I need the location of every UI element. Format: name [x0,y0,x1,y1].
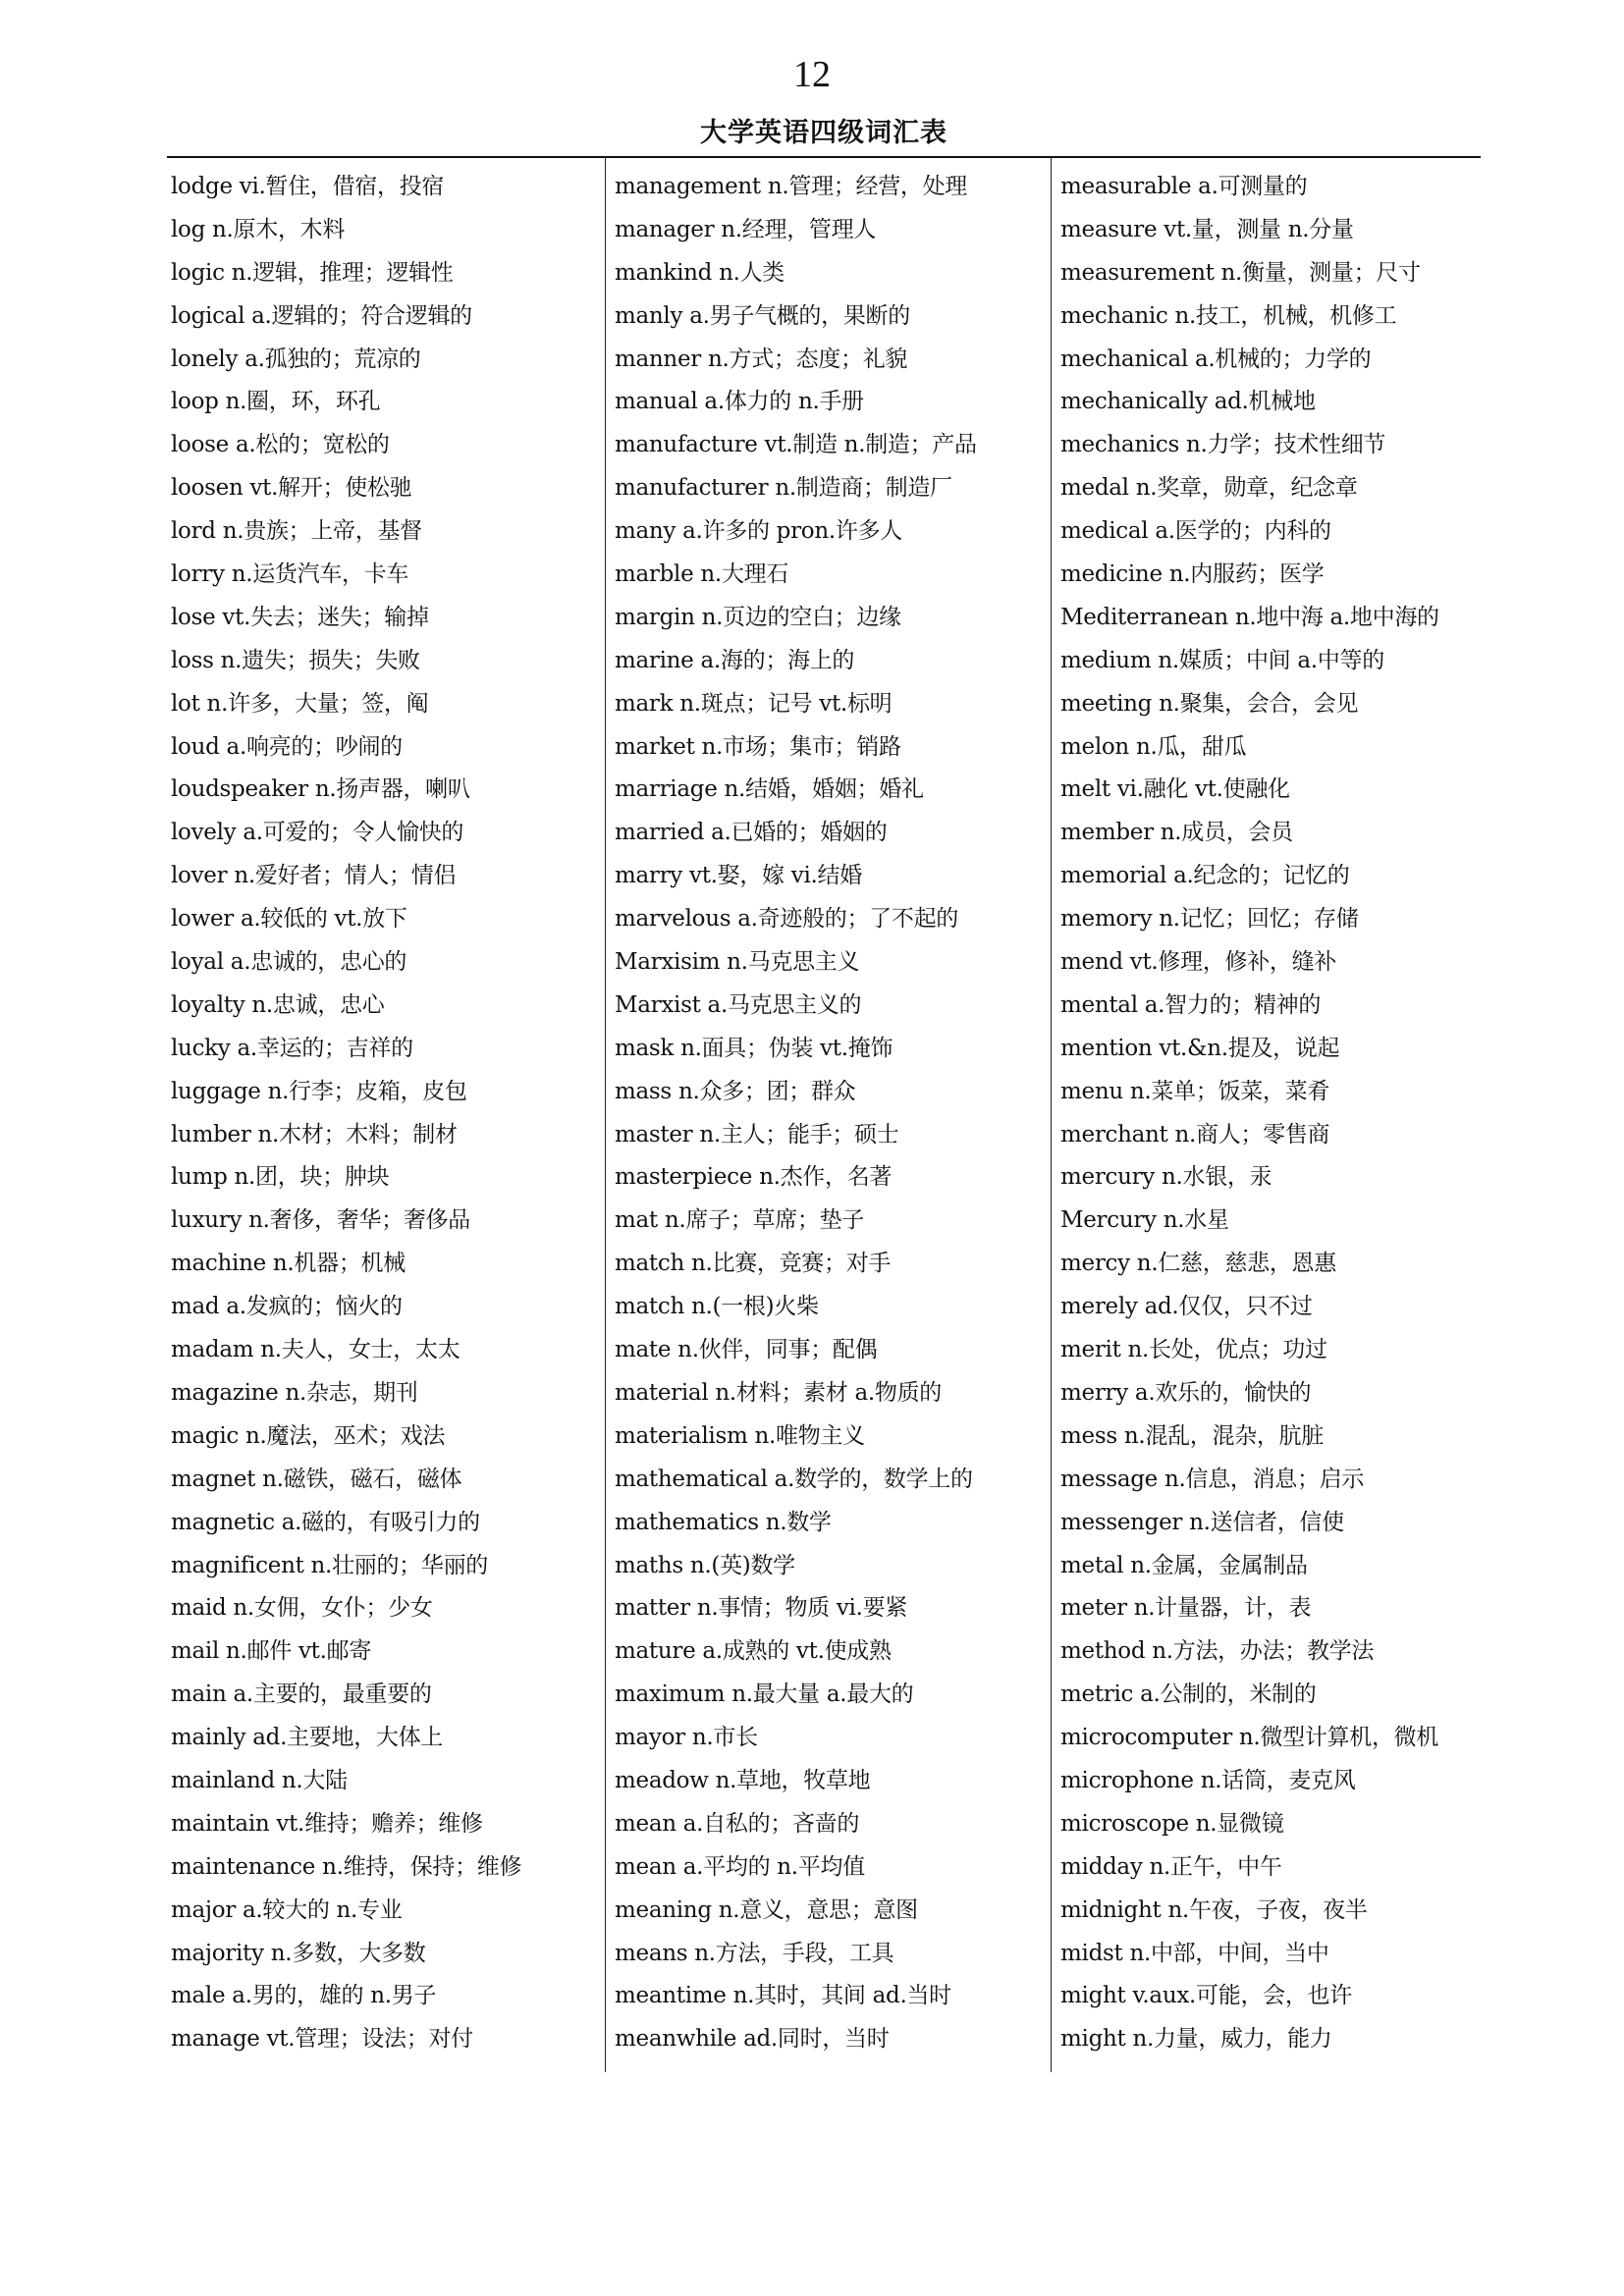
vocabulary-entry: mention vt.&n.提及，说起 [1060,1035,1340,1061]
vocabulary-entry: microcomputer n.微型计算机，微机 [1060,1725,1439,1751]
vocabulary-entry: lonely a.孤独的；荒凉的 [171,346,421,372]
vocabulary-entry: magnet n.磁铁，磁石，磁体 [171,1466,462,1492]
vocabulary-entry: madam n.夫人，女士，太太 [171,1337,460,1363]
vocabulary-entry: Marxisim n.马克思主义 [615,949,860,976]
vocabulary-entry: microphone n.话筒，麦克风 [1060,1767,1356,1793]
vocabulary-entry: mask n.面具；伪装 vt.掩饰 [615,1035,893,1061]
vocabulary-entry: lucky a.幸运的；吉祥的 [171,1035,413,1061]
vocabulary-entry: mark n.斑点；记号 vt.标明 [615,690,893,717]
vocabulary-entry: machine n.机器；机械 [171,1251,406,1277]
vocabulary-entry: loyalty n.忠诚，忠心 [171,991,385,1018]
vocabulary-entry: midst n.中部，中间，当中 [1060,1940,1329,1966]
vocabulary-entry: major a.较大的 n.专业 [171,1896,403,1923]
vocabulary-entry: meanwhile ad.同时，当时 [615,2026,890,2053]
vocabulary-entry: marvelous a.奇迹般的；了不起的 [615,906,958,933]
vocabulary-entry: many a.许多的 pron.许多人 [615,518,902,545]
vocabulary-entry: mate n.伙伴，同事；配偶 [615,1337,878,1363]
vocabulary-column-2 [615,158,1053,2072]
vocabulary-entry: master n.主人；能手；硕士 [615,1121,899,1148]
column-divider [605,158,606,2072]
vocabulary-entry: measurement n.衡量，测量；尺寸 [1060,259,1421,286]
vocabulary-entry: marine a.海的；海上的 [615,647,855,673]
vocabulary-entry: meadow n.草地，牧草地 [615,1767,871,1793]
vocabulary-entry: meter n.计量器，计，表 [1060,1595,1312,1622]
vocabulary-entry: manufacture vt.制造 n.制造；产品 [615,432,977,458]
vocabulary-entry: married a.已婚的；婚姻的 [615,820,888,846]
vocabulary-entry: magnetic a.磁的，有吸引力的 [171,1509,480,1535]
vocabulary-entry: message n.信息，消息；启示 [1060,1466,1365,1492]
vocabulary-entry: magazine n.杂志，期刊 [171,1379,418,1406]
vocabulary-entry: logical a.逻辑的；符合逻辑的 [171,302,472,329]
vocabulary-entry: midday n.正午，中午 [1060,1853,1282,1880]
vocabulary-entry: lorry n.运货汽车，卡车 [171,561,409,588]
vocabulary-entry: match n.比赛，竞赛；对手 [615,1251,892,1277]
vocabulary-entry: merchant n.商人；零售商 [1060,1121,1330,1148]
vocabulary-entry: maintenance n.维持，保持；维修 [171,1853,522,1880]
vocabulary-entry: marry vt.娶，嫁 vi.结婚 [615,863,862,889]
vocabulary-entry: loud a.响亮的；吵闹的 [171,733,403,760]
vocabulary-entry: mechanics n.力学；技术性细节 [1060,432,1386,458]
vocabulary-entry: manly a.男子气概的，果断的 [615,302,910,329]
vocabulary-entry: mechanic n.技工，机械，机修工 [1060,302,1397,329]
vocabulary-entry: loss n.遗失；损失；失败 [171,647,420,673]
vocabulary-entry: lover n.爱好者；情人；情侣 [171,863,457,889]
vocabulary-entry: lower a.较低的 vt.放下 [171,906,407,933]
vocabulary-entry: member n.成员，会员 [1060,820,1293,846]
vocabulary-entry: merit n.长处，优点；功过 [1060,1337,1327,1363]
vocabulary-entry: manufacturer n.制造商；制造厂 [615,475,952,502]
vocabulary-entry: mad a.发疯的；恼火的 [171,1294,403,1320]
vocabulary-entry: maid n.女佣，女仆；少女 [171,1595,433,1622]
vocabulary-entry: maths n.(英)数学 [615,1552,795,1578]
vocabulary-entry: might n.力量，威力，能力 [1060,2026,1332,2053]
vocabulary-entry: medical a.医学的；内科的 [1060,518,1331,545]
vocabulary-entry: measurable a.可测量的 [1060,174,1308,199]
vocabulary-entry: lodge vi.暂住，借宿，投宿 [171,174,445,199]
vocabulary-entry: mathematics n.数学 [615,1509,832,1535]
vocabulary-entry: metric a.公制的，米制的 [1060,1682,1317,1708]
vocabulary-entry: mainland n.大陆 [171,1767,348,1793]
vocabulary-table [167,158,1481,2072]
vocabulary-entry: maintain vt.维持；赡养；维修 [171,1810,483,1837]
vocabulary-entry: medium n.媒质；中间 a.中等的 [1060,647,1384,673]
vocabulary-entry: luggage n.行李；皮箱，皮包 [171,1078,467,1104]
vocabulary-entry: manner n.方式；态度；礼貌 [615,346,908,372]
vocabulary-column-1 [171,158,603,2072]
vocabulary-entry: mental a.智力的；精神的 [1060,991,1322,1018]
vocabulary-entry: loyal a.忠诚的，忠心的 [171,949,407,976]
vocabulary-entry: lumber n.木材；木料；制材 [171,1121,458,1148]
vocabulary-entry: luxury n.奢侈，奢华；奢侈品 [171,1207,470,1234]
vocabulary-entry: mechanically ad.机械地 [1060,389,1316,415]
vocabulary-entry: means n.方法，手段，工具 [615,1940,894,1966]
vocabulary-entry: mercy n.仁慈，慈悲，恩惠 [1060,1251,1336,1277]
vocabulary-entry: microscope n.显微镜 [1060,1810,1284,1837]
vocabulary-entry: lump n.团，块；肿块 [171,1164,390,1191]
vocabulary-entry: melon n.瓜，甜瓜 [1060,733,1247,760]
vocabulary-entry: manage vt.管理；设法；对付 [171,2026,473,2053]
vocabulary-entry: lot n.许多，大量；签，阄 [171,690,429,717]
vocabulary-entry: mend vt.修理，修补，缝补 [1060,949,1337,976]
vocabulary-entry: material n.材料；素材 a.物质的 [615,1379,942,1406]
vocabulary-entry: mean a.自私的；吝啬的 [615,1810,860,1837]
vocabulary-entry: memorial a.纪念的；记忆的 [1060,863,1350,889]
vocabulary-entry: magic n.魔法，巫术；戏法 [171,1422,446,1449]
vocabulary-entry: manual a.体力的 n.手册 [615,389,864,415]
vocabulary-entry: mainly ad.主要地，大体上 [171,1725,443,1751]
vocabulary-column-3 [1060,158,1481,2072]
vocabulary-entry: mat n.席子；草席；垫子 [615,1207,864,1234]
page-title: 大学英语四级词汇表 [700,118,947,148]
vocabulary-entry: mail n.邮件 vt.邮寄 [171,1638,372,1665]
vocabulary-entry: Mercury n.水星 [1060,1207,1229,1234]
vocabulary-entry: mean a.平均的 n.平均值 [615,1853,865,1880]
vocabulary-entry: mature a.成熟的 vt.使成熟 [615,1638,892,1665]
vocabulary-entry: loudspeaker n.扬声器，喇叭 [171,776,470,803]
vocabulary-entry: metal n.金属，金属制品 [1060,1552,1308,1578]
vocabulary-entry: Mediterranean n.地中海 a.地中海的 [1060,604,1439,630]
vocabulary-entry: marriage n.结婚，婚姻；婚礼 [615,776,924,803]
vocabulary-entry: maximum n.最大量 a.最大的 [615,1682,914,1708]
vocabulary-entry: method n.方法，办法；教学法 [1060,1638,1375,1665]
vocabulary-entry: male a.男的，雄的 n.男子 [171,1983,437,2009]
vocabulary-entry: market n.市场；集市；销路 [615,733,901,760]
vocabulary-entry: Marxist a.马克思主义的 [615,991,862,1018]
vocabulary-entry: measure vt.量，测量 n.分量 [1060,216,1354,242]
vocabulary-entry: loosen vt.解开；使松驰 [171,475,412,502]
vocabulary-entry: mercury n.水银，汞 [1060,1164,1272,1191]
vocabulary-entry: merry a.欢乐的，愉快的 [1060,1379,1312,1406]
vocabulary-entry: medicine n.内服药；医学 [1060,561,1325,588]
vocabulary-entry: lovely a.可爱的；令人愉快的 [171,820,464,846]
vocabulary-entry: medal n.奖章，勋章，纪念章 [1060,475,1358,502]
vocabulary-entry: masterpiece n.杰作，名著 [615,1164,893,1191]
vocabulary-entry: mayor n.市长 [615,1725,758,1751]
vocabulary-entry: midnight n.午夜，子夜，夜半 [1060,1896,1368,1923]
vocabulary-entry: marble n.大理石 [615,561,789,588]
vocabulary-entry: lord n.贵族；上帝，基督 [171,518,422,545]
vocabulary-entry: meeting n.聚集，会合，会见 [1060,690,1359,717]
vocabulary-entry: manager n.经理，管理人 [615,216,877,242]
vocabulary-entry: menu n.菜单；饭菜，菜肴 [1060,1078,1329,1104]
vocabulary-entry: majority n.多数，大多数 [171,1940,426,1966]
vocabulary-entry: margin n.页边的空白；边缘 [615,604,901,630]
vocabulary-entry: loose a.松的；宽松的 [171,432,390,458]
vocabulary-entry: mechanical a.机械的；力学的 [1060,346,1372,372]
vocabulary-entry: lose vt.失去；迷失；输掉 [171,604,429,630]
page-number: 12 [793,54,831,95]
vocabulary-entry: materialism n.唯物主义 [615,1422,865,1449]
vocabulary-entry: logic n.逻辑，推理；逻辑性 [171,259,454,286]
vocabulary-entry: loop n.圈，环，环孔 [171,389,381,415]
vocabulary-entry: memory n.记忆；回忆；存储 [1060,906,1359,933]
vocabulary-entry: meantime n.其时，其间 ad.当时 [615,1983,951,2009]
vocabulary-entry: might v.aux.可能，会，也许 [1060,1983,1352,2009]
vocabulary-entry: magnificent n.壮丽的；华丽的 [171,1552,488,1578]
vocabulary-entry: log n.原木，木料 [171,216,346,242]
vocabulary-entry: meaning n.意义，意思；意图 [615,1896,918,1923]
vocabulary-entry: mankind n.人类 [615,259,785,286]
vocabulary-entry: merely ad.仅仅，只不过 [1060,1294,1313,1320]
vocabulary-entry: mess n.混乱，混杂，肮脏 [1060,1422,1324,1449]
vocabulary-entry: melt vi.融化 vt.使融化 [1060,776,1290,803]
vocabulary-entry: match n.(一根)火柴 [615,1294,819,1320]
vocabulary-entry: management n.管理；经营，处理 [615,174,967,199]
vocabulary-entry: mathematical a.数学的，数学上的 [615,1466,973,1492]
vocabulary-entry: messenger n.送信者，信使 [1060,1509,1344,1535]
vocabulary-entry: mass n.众多；团；群众 [615,1078,856,1104]
vocabulary-entry: main a.主要的，最重要的 [171,1682,432,1708]
vocabulary-entry: matter n.事情；物质 vi.要紧 [615,1595,908,1622]
